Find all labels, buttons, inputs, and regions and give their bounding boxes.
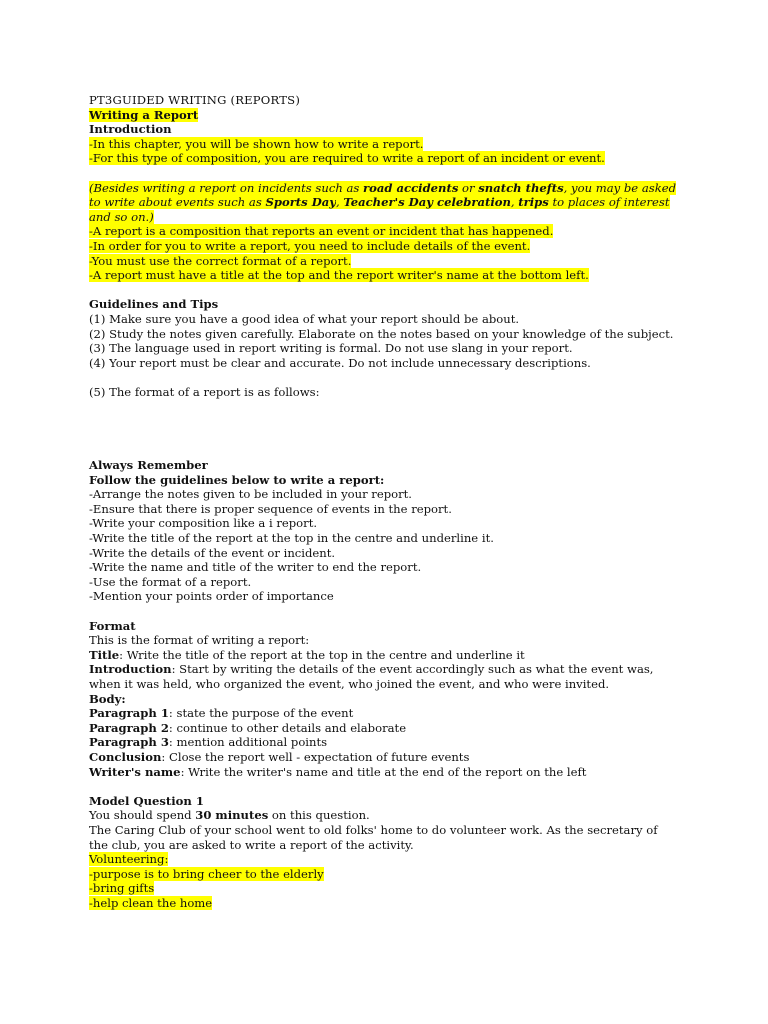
guidelines-heading: Guidelines and Tips bbox=[89, 297, 219, 312]
format-item-body: Body: bbox=[89, 691, 126, 706]
always-remember-heading: Always Remember bbox=[89, 458, 208, 473]
volunteering-label: Volunteering: bbox=[89, 852, 169, 867]
volunteering-point: -purpose is to bring cheer to the elderly bbox=[89, 866, 324, 881]
format-heading: Format bbox=[89, 618, 136, 633]
guideline-item: (4) Your report must be clear and accurate. Do not include unnecessary descriptions. bbox=[89, 355, 591, 370]
report-line: -You must use the correct format of a report. bbox=[89, 253, 352, 268]
remember-item: -Arrange the notes given to be included in your report. bbox=[89, 487, 412, 502]
model-question-heading: Model Question 1 bbox=[89, 793, 204, 808]
remember-item: -Mention your points order of importance bbox=[89, 589, 334, 604]
note-bold-term: Teacher's Day celebration bbox=[343, 195, 511, 210]
remember-item: -Ensure that there is proper sequence of events in the report. bbox=[89, 501, 452, 516]
note-bold-term: snatch thefts bbox=[478, 180, 564, 195]
format-item-conclusion: Conclusion: Close the report well - expectation of future events bbox=[89, 749, 470, 764]
document-content bbox=[89, 93, 679, 910]
volunteering-point: -help clean the home bbox=[89, 895, 213, 910]
note-bold-term: road accidents bbox=[363, 180, 459, 195]
report-line: -In order for you to write a report, you need to include details of the event. bbox=[89, 238, 531, 253]
report-line: -A report is a composition that reports an event or incident that has happened. bbox=[89, 224, 554, 239]
format-intro: This is the format of writing a report: bbox=[89, 633, 310, 648]
intro-line: -In this chapter, you will be shown how to write a report. bbox=[89, 136, 424, 151]
format-item-introduction: Introduction: Start by writing the details of the event accordingly such as what the event was, when it was held, who organized the event, who joined the event, and who were invited. bbox=[89, 662, 654, 691]
guideline-item: (1) Make sure you have a good idea of what your report should be about. bbox=[89, 311, 520, 326]
note-bold-term: Sports Day bbox=[265, 195, 337, 210]
report-line: -A report must have a title at the top and the report writer's name at the bottom left. bbox=[89, 268, 589, 283]
document-title: PT3GUIDED WRITING (REPORTS) bbox=[89, 93, 301, 107]
guideline-item: (2) Study the notes given carefully. Elaborate on the notes based on your knowledge of the subject. bbox=[89, 326, 674, 341]
note-paragraph: (Besides writing a report on incidents such as road accidents or snatch thefts, you may be asked to write about events such as Sports Day, Teacher's Day celebration, trips to places of interest and so on.) bbox=[89, 180, 677, 224]
remember-item: -Write your composition like a i report. bbox=[89, 516, 318, 531]
guideline-item: (3) The language used in report writing is formal. Do not use slang in your report. bbox=[89, 341, 573, 356]
guideline-item: (5) The format of a report is as follows: bbox=[89, 384, 320, 399]
writing-heading: Writing a Report bbox=[89, 107, 199, 122]
note-bold-term: trips bbox=[518, 195, 549, 210]
remember-item: -Write the details of the event or incident. bbox=[89, 545, 336, 560]
remember-item: -Use the format of a report. bbox=[89, 574, 252, 589]
remember-item: -Write the title of the report at the top in the centre and underline it. bbox=[89, 531, 494, 546]
volunteering-point: -bring gifts bbox=[89, 881, 155, 896]
format-item-paragraph-3: Paragraph 3: mention additional points bbox=[89, 735, 328, 750]
model-scenario: The Caring Club of your school went to old folks' home to do volunteer work. As the secretary of the club, you are asked to write a report of the activity. bbox=[89, 822, 658, 852]
format-item-paragraph-2: Paragraph 2: continue to other details and elaborate bbox=[89, 720, 407, 735]
intro-line: -For this type of composition, you are required to write a report of an incident or event. bbox=[89, 151, 605, 166]
remember-item: -Write the name and title of the writer to end the report. bbox=[89, 560, 422, 575]
introduction-heading: Introduction bbox=[89, 122, 172, 137]
model-spend-time: You should spend 30 minutes on this question. bbox=[89, 808, 370, 823]
format-item-paragraph-1: Paragraph 1: state the purpose of the event bbox=[89, 706, 354, 721]
format-item-writers-name: Writer's name: Write the writer's name and title at the end of the report on the left bbox=[89, 764, 587, 779]
format-item-title: Title: Write the title of the report at the top in the centre and underline it bbox=[89, 647, 525, 662]
follow-heading: Follow the guidelines below to write a report: bbox=[89, 472, 385, 487]
